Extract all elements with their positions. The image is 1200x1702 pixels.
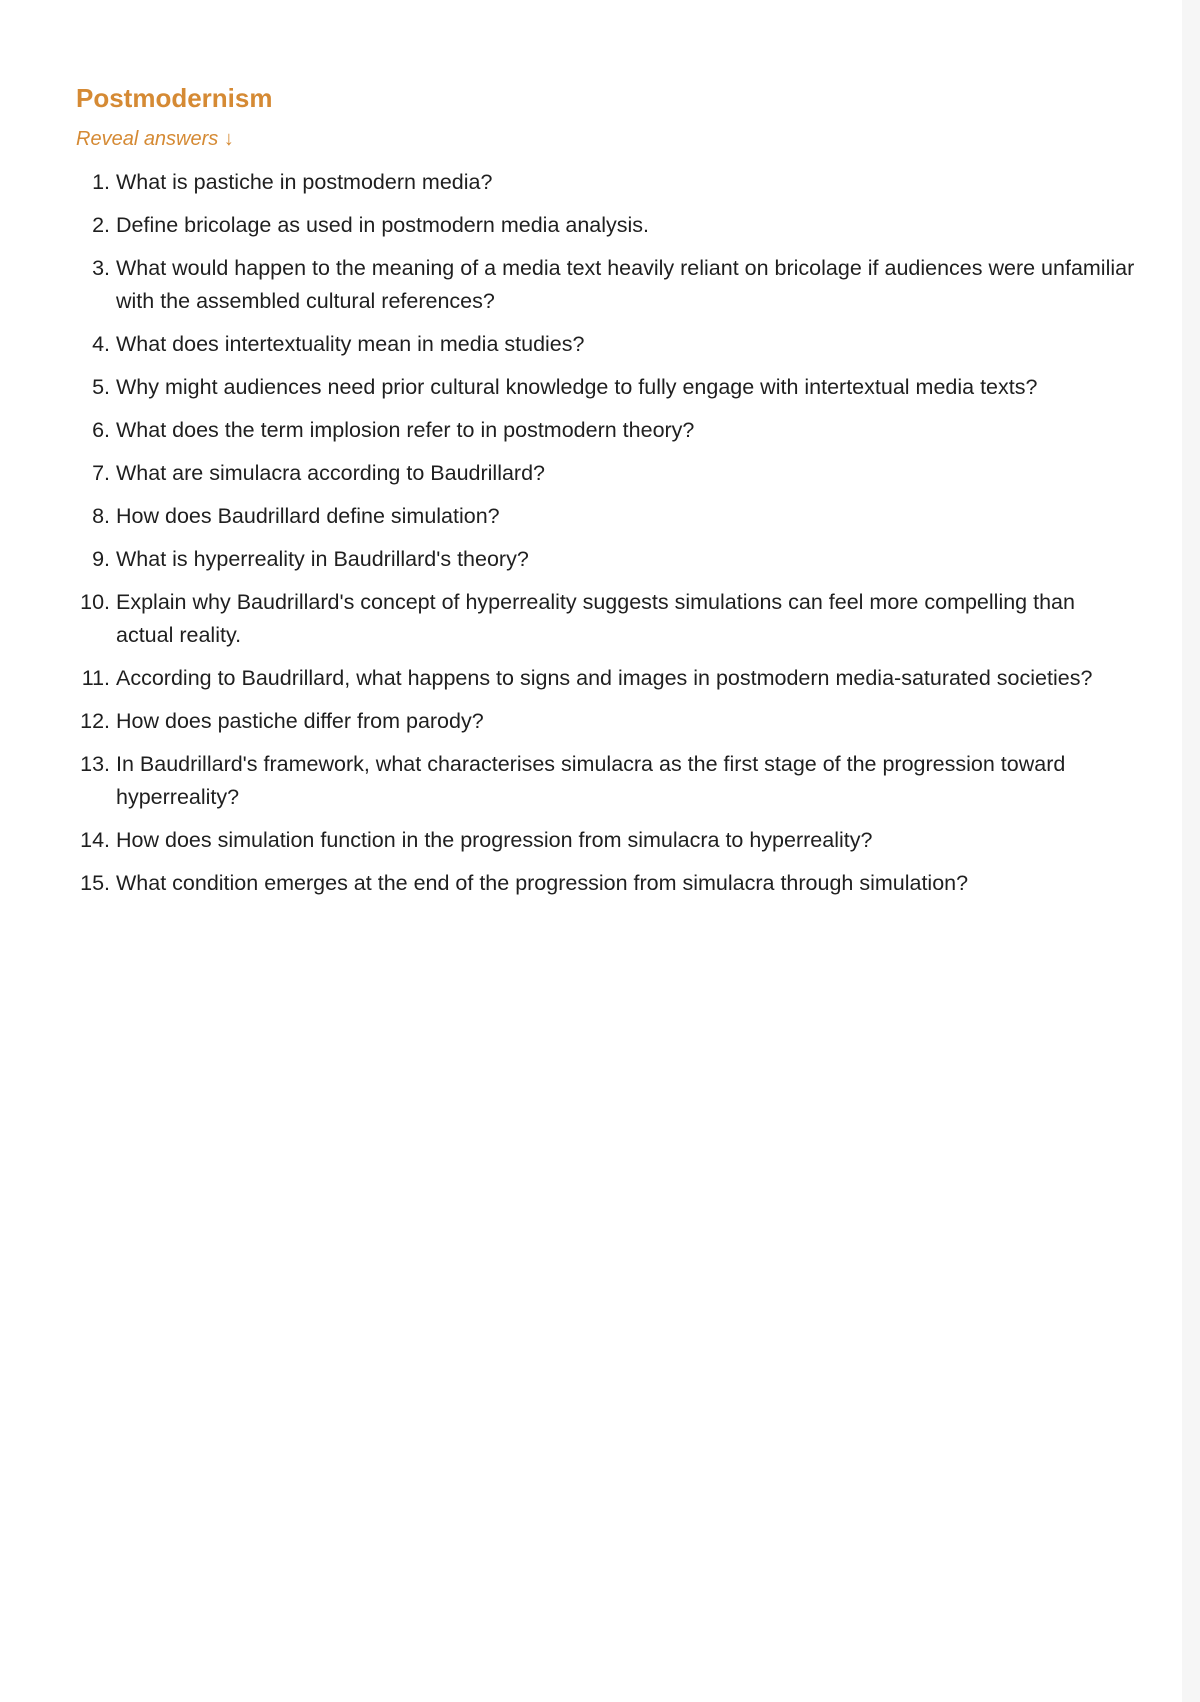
question-item: 12. How does pastiche differ from parody?	[116, 705, 1136, 738]
question-item: 13. In Baudrillard's framework, what characterises simulacra as the first stage of the progression toward hyperreality?	[116, 748, 1136, 814]
section-title: Postmodernism	[76, 83, 273, 113]
question-item: 14. How does simulation function in the progression from simulacra to hyperreality?	[116, 824, 1136, 857]
question-item: 8. How does Baudrillard define simulation?	[116, 500, 1136, 533]
question-item: 5. Why might audiences need prior cultural knowledge to fully engage with intertextual media texts?	[116, 371, 1136, 404]
question-item: 10. Explain why Baudrillard's concept of hyperreality suggests simulations can feel more compelling than actual reality.	[116, 586, 1136, 652]
question-item: 1. What is pastiche in postmodern media?	[116, 166, 1136, 199]
question-list	[76, 166, 1136, 900]
question-item: 3. What would happen to the meaning of a media text heavily reliant on bricolage if audiences were unfamiliar with the assembled cultural references?	[116, 252, 1136, 318]
reveal-answers-label: Reveal answers	[76, 128, 219, 150]
question-item: 2. Define bricolage as used in postmodern media analysis.	[116, 209, 1136, 242]
question-item: 9. What is hyperreality in Baudrillard's theory?	[116, 543, 1136, 576]
question-item: 7. What are simulacra according to Baudrillard?	[116, 457, 1136, 490]
question-item: 11. According to Baudrillard, what happens to signs and images in postmodern media-saturated societies?	[116, 662, 1136, 695]
scrollbar-track[interactable]	[1182, 0, 1200, 1702]
reveal-answers-link[interactable]	[76, 126, 234, 152]
question-item: 4. What does intertextuality mean in media studies?	[116, 328, 1136, 361]
content-area	[76, 80, 1136, 910]
arrow-down-icon: ↓	[223, 128, 234, 150]
question-item: 15. What condition emerges at the end of the progression from simulacra through simulation?	[116, 867, 1136, 900]
question-item: 6. What does the term implosion refer to in postmodern theory?	[116, 414, 1136, 447]
